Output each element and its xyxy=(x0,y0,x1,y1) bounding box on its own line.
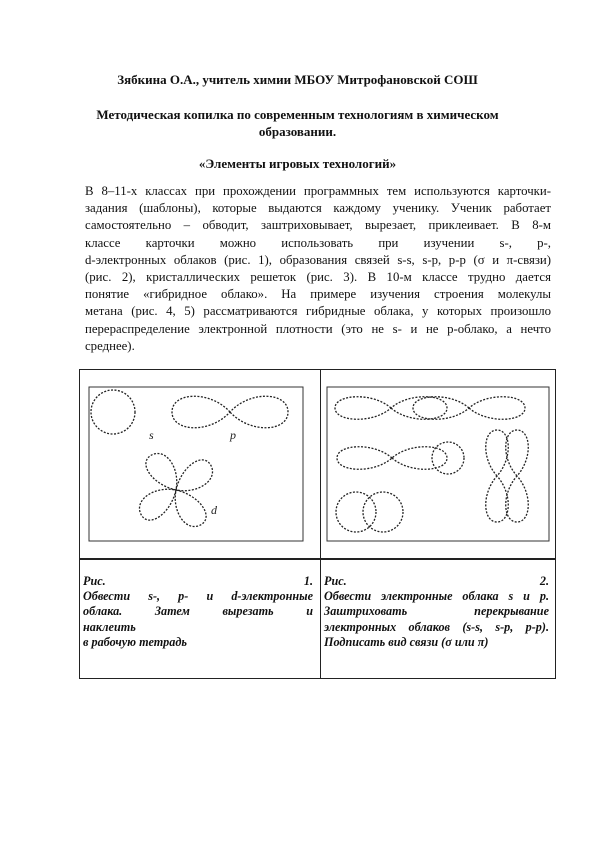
title-line-2: образовании. xyxy=(258,124,337,139)
paragraph-line: d-электронных облаков (рис. 1), образования связей s-s, s-p, p-p (σ и π-связи) xyxy=(85,252,551,267)
paragraph-line: перераспределение электронной плотности (это не s- и не p-облако, а нечто xyxy=(85,321,551,336)
caption-line: облака. Затем вырезать и xyxy=(83,604,313,619)
caption-line: Рис. 2. xyxy=(324,574,549,588)
figure-1-caption xyxy=(83,574,313,650)
figure-1-caption-cell xyxy=(80,560,321,679)
paragraph-line: метана (рис. 4, 5) рассматриваются гибридные облака, у которых произошло xyxy=(85,304,551,319)
s-orbital-shape xyxy=(91,390,135,434)
d-label: d xyxy=(211,503,217,517)
paragraph-line: В 8–11-х классах при прохождении программных тем используются карточки- xyxy=(85,184,551,198)
p-p-overlap-shape xyxy=(335,397,525,420)
intro-paragraph xyxy=(85,183,551,355)
paragraph-line: (рис. 2), кристаллических решеток (рис. 3). В 10-м классе трудно дается xyxy=(85,270,551,285)
caption-line: Заштриховать перекрывание xyxy=(324,604,549,619)
figure-2-image xyxy=(321,370,555,553)
s-p-overlap-shape xyxy=(337,442,464,474)
caption-line: в рабочую тетрадь xyxy=(83,634,187,649)
s-label: s xyxy=(149,428,154,442)
d-orbital-shape xyxy=(139,453,212,526)
s-s-overlap-shape xyxy=(336,492,403,532)
p-orbital-shape xyxy=(172,396,288,428)
subtitle: «Элементы игровых технологий» xyxy=(198,156,397,171)
figure-2-caption xyxy=(324,574,549,650)
title-line-1: Методическая копилка по современным технологиям в химическом xyxy=(96,107,499,122)
caption-line: Подписать вид связи (σ или π) xyxy=(324,634,489,649)
paragraph-line: среднее). xyxy=(85,338,135,353)
caption-line: Рис. 1. xyxy=(83,574,313,588)
p-label: p xyxy=(230,428,236,442)
paragraph-line: классе карточки можно использовать при изучении s-, p-, xyxy=(85,235,551,250)
figure-2-cell xyxy=(321,370,556,559)
paragraph-line: понятие «гибридное облако». На примере изучения строения молекулы xyxy=(85,287,551,302)
figure-1-cell xyxy=(80,370,321,559)
caption-line: Обвести электронные облака s и p. xyxy=(324,589,549,604)
paragraph-line: задания (шаблоны), которые выдаются каждому ученику. Ученик работает xyxy=(85,201,551,216)
figures-table xyxy=(79,369,556,679)
author-line: Зябкина О.А., учитель химии МБОУ Митрофановской СОШ xyxy=(117,72,478,87)
figure-2-caption-cell xyxy=(321,560,556,679)
caption-line: наклеить xyxy=(83,619,136,634)
paragraph-line: самостоятельно – обводит, заштриховывает, вырезает, приклеивает. В 8-м xyxy=(85,218,551,233)
figure-1-image xyxy=(80,370,320,553)
caption-line: электронных облаков (s-s, s-p, p-p). xyxy=(324,619,549,634)
pi-overlap-shape xyxy=(486,430,529,522)
caption-line: Обвести s-, p- и d-электронные xyxy=(83,589,313,604)
